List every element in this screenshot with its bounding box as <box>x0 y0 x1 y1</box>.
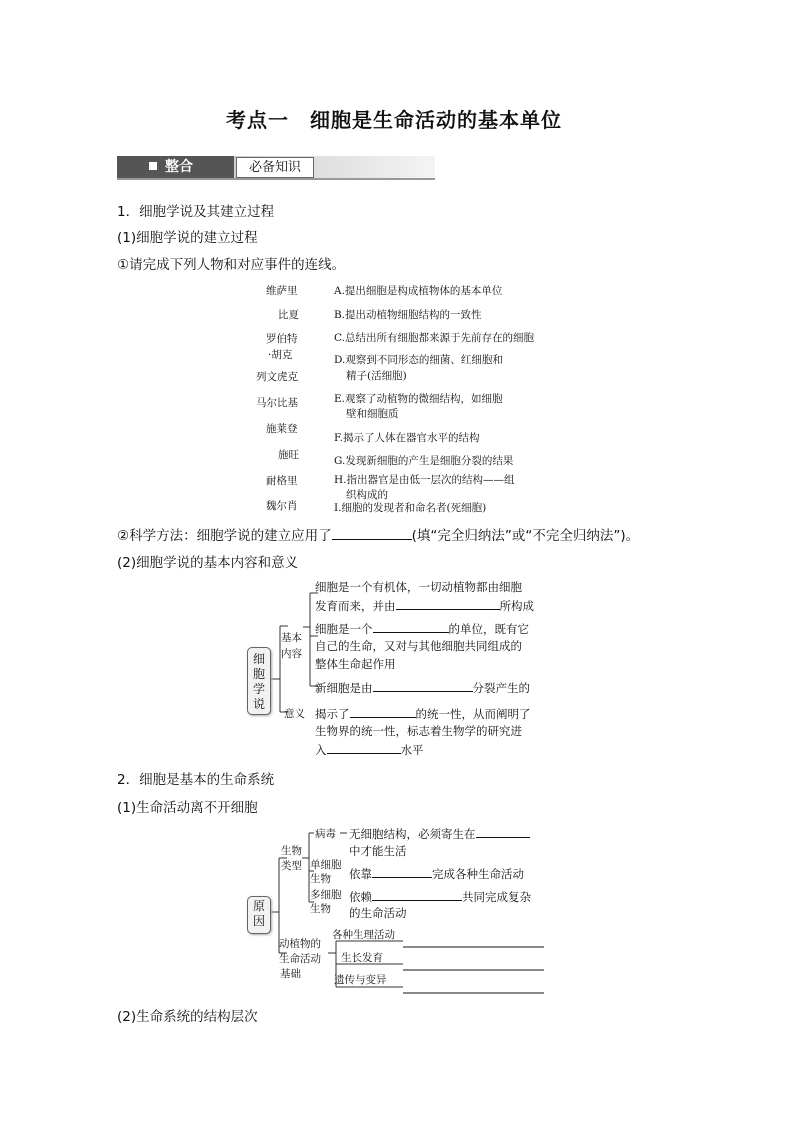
event-item: E.观察了动植物的微细结构，如细胞 <box>334 393 503 405</box>
event-item: A.提出细胞是构成植物体的基本单位 <box>334 285 503 297</box>
badge-tag: 必备知识 <box>236 157 314 178</box>
event-item: I.细胞的发现者和命名者(死细胞) <box>334 502 487 514</box>
unicellular-label: 单细胞 生物 <box>310 859 342 885</box>
task-text: ①请完成下列人物和对应事件的连线。 <box>117 257 346 273</box>
content-1-cont: 发育而来，并由 所构成 <box>315 599 534 613</box>
person-name: ·胡克 <box>268 349 293 361</box>
meaning-2: 生物界的统一性，标志着生物学的研究进 <box>315 724 522 738</box>
content-2-end: 整体生命起作用 <box>315 657 396 671</box>
event-item: 精子(活细胞) <box>346 370 407 382</box>
person-name: 列文虎克 <box>256 371 298 383</box>
meaning-blank[interactable] <box>350 705 416 718</box>
badge-label: 整合 <box>165 159 193 175</box>
person-name: 马尔比基 <box>256 397 298 409</box>
event-item: D.观察到不同形态的细菌、红细胞和 <box>334 354 503 366</box>
activity-2: 生长发育 <box>341 952 383 964</box>
subheading-2-1: (1)生命活动离不开细胞 <box>117 800 258 816</box>
person-name: 维萨里 <box>266 285 298 297</box>
virus-label: 病毒 <box>315 828 336 840</box>
activity-3: 遗传与变异 <box>334 974 387 986</box>
multicellular-label: 多细胞 生物 <box>310 889 342 915</box>
content-2-blank[interactable] <box>373 620 449 633</box>
organism-type-label: 生物 类型 <box>281 845 302 872</box>
event-item: B.提出动植物细胞结构的一致性 <box>334 309 482 321</box>
person-name: 施旺 <box>278 449 299 461</box>
content-2-cont: 自己的生命，又对与其他细胞共同组成的 <box>315 639 522 653</box>
event-item: G.发现新细胞的产生是细胞分裂的结果 <box>334 455 514 467</box>
meaning-label: 意义 <box>284 708 305 720</box>
section-heading-1: 1．细胞学说及其建立过程 <box>117 204 275 220</box>
multicellular-text: 依赖 共同完成复杂 <box>349 890 531 904</box>
multicellular-blank[interactable] <box>372 888 462 901</box>
person-name: 比夏 <box>278 309 299 321</box>
virus-text: 无细胞结构，必须寄生在 <box>349 825 530 842</box>
virus-blank[interactable] <box>476 825 530 838</box>
person-name: 施莱登 <box>266 423 298 435</box>
method-prefix: ②科学方法：细胞学说的建立应用了 <box>117 528 332 544</box>
meaning-3: 入 水平 <box>315 743 424 757</box>
virus-text-cont: 中才能生活 <box>349 844 407 858</box>
subheading-2-2: (2)生命系统的结构层次 <box>117 1009 258 1025</box>
subheading-1-1: (1)细胞学说的建立过程 <box>117 230 258 246</box>
multicellular-text-cont: 的生命活动 <box>349 906 407 920</box>
person-name: 耐格里 <box>266 475 298 487</box>
event-item: H.指出器官是由低一层次的结构——组 <box>334 474 515 486</box>
content-1-blank[interactable] <box>396 597 500 610</box>
meaning-level-blank[interactable] <box>327 741 401 754</box>
unicellular-blank[interactable] <box>372 865 432 878</box>
meaning-1: 揭示了 的统一性，从而阐明了 <box>315 707 531 721</box>
event-item: C.总结出所有细胞都来源于先前存在的细胞 <box>334 332 534 344</box>
basis-label: 动植物的 生命活动 基础 <box>279 938 321 980</box>
activity-1: 各种生理活动 <box>332 929 395 941</box>
event-item: 壁和细胞质 <box>346 408 399 420</box>
page-title: 考点一 细胞是生命活动的基本单位 <box>226 108 562 132</box>
cell-theory-frame: 细 胞 学 说 <box>247 647 271 715</box>
event-item: 织构成的 <box>346 489 388 501</box>
method-suffix: (填“完全归纳法”或“不完全归纳法”)。 <box>411 528 640 544</box>
content-1: 细胞是一个有机体，一切动植物都由细胞 <box>315 580 522 594</box>
basic-content-label: 基本 内容 <box>281 632 302 660</box>
content-3: 新细胞是由 分裂产生的 <box>315 681 530 695</box>
unicellular-text: 依靠 完成各种生命活动 <box>349 867 524 881</box>
section-heading-2: 2．细胞是基本的生命系统 <box>117 772 275 788</box>
content-3-blank[interactable] <box>373 679 473 692</box>
content-2: 细胞是一个 的单位，既有它 <box>315 622 529 636</box>
event-item: F.揭示了人体在器官水平的结构 <box>334 432 480 444</box>
reason-frame: 原 因 <box>247 896 271 934</box>
person-name: 罗伯特 <box>266 333 298 345</box>
subheading-1-2: (2)细胞学说的基本内容和意义 <box>117 555 299 571</box>
person-name: 魏尔肖 <box>266 500 298 512</box>
